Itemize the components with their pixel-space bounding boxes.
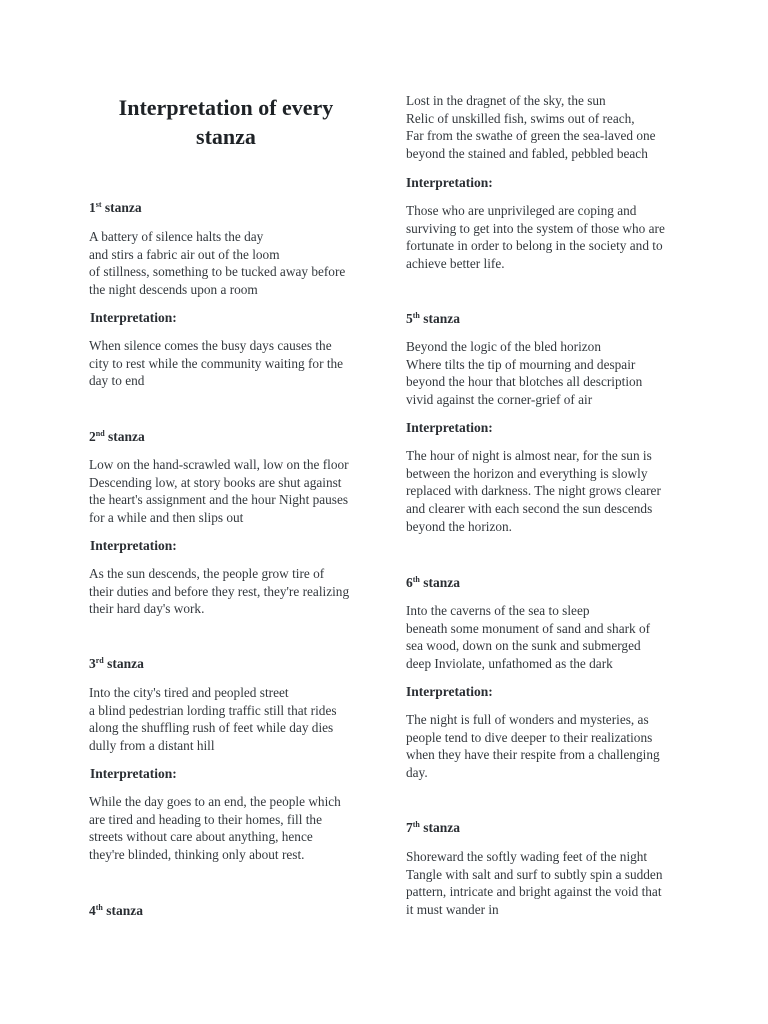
stanza-6-heading bbox=[406, 575, 460, 591]
poem-line: beyond the stained and fabled, pebbled beach bbox=[406, 146, 648, 162]
stanza-4-interpretation bbox=[406, 202, 665, 273]
poem-line: beyond the hour that blotches all description bbox=[406, 374, 643, 390]
stanza-5-interpretation bbox=[406, 447, 661, 536]
stanza-ordinal-suffix: th bbox=[412, 820, 420, 829]
interpretation-line: between the horizon and everything is slowly bbox=[406, 465, 648, 481]
stanza-number: 3 bbox=[89, 656, 96, 671]
poem-line: Far from the swathe of green the sea-laved one bbox=[406, 128, 656, 144]
interpretation-line: surviving to get into the system of those who are bbox=[406, 220, 665, 236]
stanza-6-poem bbox=[406, 602, 650, 673]
interpretation-line: fortunate in order to belong in the society and to bbox=[406, 238, 663, 254]
stanza-word: stanza bbox=[423, 575, 460, 590]
interpretation-line: their duties and before they rest, they're realizing bbox=[89, 583, 350, 599]
stanza-4-interpretation-label: Interpretation: bbox=[406, 175, 493, 190]
stanza-2-heading bbox=[89, 429, 145, 445]
poem-line: the night descends upon a room bbox=[89, 282, 258, 298]
poem-line: Shoreward the softly wading feet of the night bbox=[406, 849, 648, 864]
stanza-word: stanza bbox=[106, 903, 143, 918]
stanza-ordinal-suffix: th bbox=[412, 575, 420, 584]
stanza-1-interpretation-label: Interpretation: bbox=[90, 310, 177, 325]
interpretation-line: achieve better life. bbox=[406, 256, 505, 272]
poem-line: and stirs a fabric air out of the loom bbox=[89, 246, 280, 262]
interpretation-line: The hour of night is almost near, for the sun is bbox=[406, 448, 652, 463]
poem-line: a blind pedestrian lording traffic still that rides bbox=[89, 702, 337, 718]
poem-line: beneath some monument of sand and shark of bbox=[406, 620, 651, 636]
stanza-7-poem bbox=[406, 848, 662, 919]
interpretation-line: city to rest while the community waiting for the bbox=[89, 355, 344, 371]
page-title-line-2: stanza bbox=[196, 124, 256, 149]
poem-line: Into the caverns of the sea to sleep bbox=[406, 603, 590, 618]
interpretation-line: Those who are unprivileged are coping and bbox=[406, 203, 637, 218]
page-title bbox=[89, 93, 363, 151]
poem-line: Into the city's tired and peopled street bbox=[89, 685, 289, 700]
poem-line: pattern, intricate and bright against the void that bbox=[406, 884, 662, 900]
stanza-5-interpretation-label: Interpretation: bbox=[406, 420, 493, 435]
stanza-3-poem bbox=[89, 684, 337, 755]
stanza-3-interpretation bbox=[89, 793, 341, 864]
stanza-3-interpretation-label: Interpretation: bbox=[90, 766, 177, 781]
stanza-ordinal-suffix: th bbox=[412, 311, 420, 320]
poem-line: dully from a distant hill bbox=[89, 738, 215, 754]
stanza-ordinal-suffix: rd bbox=[95, 656, 104, 665]
poem-line: Relic of unskilled fish, swims out of reach, bbox=[406, 110, 635, 126]
poem-line: sea wood, down on the sunk and submerged bbox=[406, 638, 641, 654]
interpretation-line: streets without care about anything, hence bbox=[89, 829, 313, 845]
interpretation-line: beyond the horizon. bbox=[406, 518, 512, 534]
interpretation-line: As the sun descends, the people grow tire of bbox=[89, 566, 325, 581]
stanza-2-poem bbox=[89, 456, 349, 527]
stanza-word: stanza bbox=[423, 820, 460, 835]
stanza-number: 6 bbox=[406, 575, 413, 590]
stanza-word: stanza bbox=[108, 429, 145, 444]
poem-line: Descending low, at story books are shut against bbox=[89, 474, 342, 490]
stanza-5-heading bbox=[406, 311, 460, 327]
stanza-3-heading bbox=[89, 656, 144, 672]
stanza-1-interpretation bbox=[89, 337, 343, 390]
interpretation-line: people tend to dive deeper to their realizations bbox=[406, 729, 653, 745]
interpretation-line: When silence comes the busy days causes the bbox=[89, 338, 332, 353]
poem-line: along the shuffling rush of feet while day dies bbox=[89, 720, 334, 736]
stanza-word: stanza bbox=[104, 200, 142, 215]
poem-line: Low on the hand-scrawled wall, low on the floor bbox=[89, 457, 349, 472]
poem-line: Tangle with salt and surf to subtly spin a sudden bbox=[406, 866, 663, 882]
stanza-word: stanza bbox=[107, 656, 144, 671]
stanza-5-poem bbox=[406, 338, 642, 409]
stanza-6-interpretation-label: Interpretation: bbox=[406, 684, 493, 699]
poem-line: Where tilts the tip of mourning and despair bbox=[406, 356, 636, 372]
stanza-4-poem bbox=[406, 92, 656, 163]
poem-line: vivid against the corner-grief of air bbox=[406, 392, 593, 408]
interpretation-line: when they have their respite from a challenging bbox=[406, 747, 660, 763]
stanza-2-interpretation-label: Interpretation: bbox=[90, 538, 177, 553]
poem-line: A battery of silence halts the day bbox=[89, 229, 264, 244]
poem-line: it must wander in bbox=[406, 902, 499, 918]
poem-line: Lost in the dragnet of the sky, the sun bbox=[406, 93, 606, 108]
stanza-word: stanza bbox=[423, 311, 460, 326]
stanza-ordinal-suffix: st bbox=[95, 200, 102, 209]
interpretation-line: their hard day's work. bbox=[89, 601, 205, 617]
stanza-6-interpretation bbox=[406, 711, 660, 782]
stanza-1-heading bbox=[89, 200, 142, 216]
poem-line: for a while and then slips out bbox=[89, 510, 244, 526]
stanza-number: 5 bbox=[406, 311, 413, 326]
poem-line: Beyond the logic of the bled horizon bbox=[406, 339, 601, 354]
stanza-number: 2 bbox=[89, 429, 96, 444]
stanza-ordinal-suffix: nd bbox=[95, 429, 105, 438]
interpretation-line: While the day goes to an end, the people which bbox=[89, 794, 341, 809]
stanza-number: 1 bbox=[89, 200, 96, 215]
stanza-1-poem bbox=[89, 228, 345, 299]
stanza-2-interpretation bbox=[89, 565, 349, 618]
interpretation-line: The night is full of wonders and mysteries, as bbox=[406, 712, 649, 727]
stanza-number: 4 bbox=[89, 903, 96, 918]
interpretation-line: day to end bbox=[89, 373, 145, 389]
stanza-4-heading bbox=[89, 903, 143, 919]
interpretation-line: are tired and heading to their homes, fill the bbox=[89, 811, 322, 827]
poem-line: the heart's assignment and the hour Night pauses bbox=[89, 492, 349, 508]
poem-line: deep Inviolate, unfathomed as the dark bbox=[406, 656, 613, 672]
interpretation-line: they're blinded, thinking only about rest. bbox=[89, 847, 305, 863]
stanza-7-heading bbox=[406, 820, 460, 836]
interpretation-line: day. bbox=[406, 765, 428, 781]
stanza-number: 7 bbox=[406, 820, 413, 835]
poem-line: of stillness, something to be tucked away before bbox=[89, 264, 346, 280]
page-title-line-1: Interpretation of every bbox=[118, 95, 334, 120]
interpretation-line: and clearer with each second the sun descends bbox=[406, 501, 653, 517]
stanza-ordinal-suffix: th bbox=[95, 903, 103, 912]
interpretation-line: replaced with darkness. The night grows clearer bbox=[406, 483, 661, 499]
